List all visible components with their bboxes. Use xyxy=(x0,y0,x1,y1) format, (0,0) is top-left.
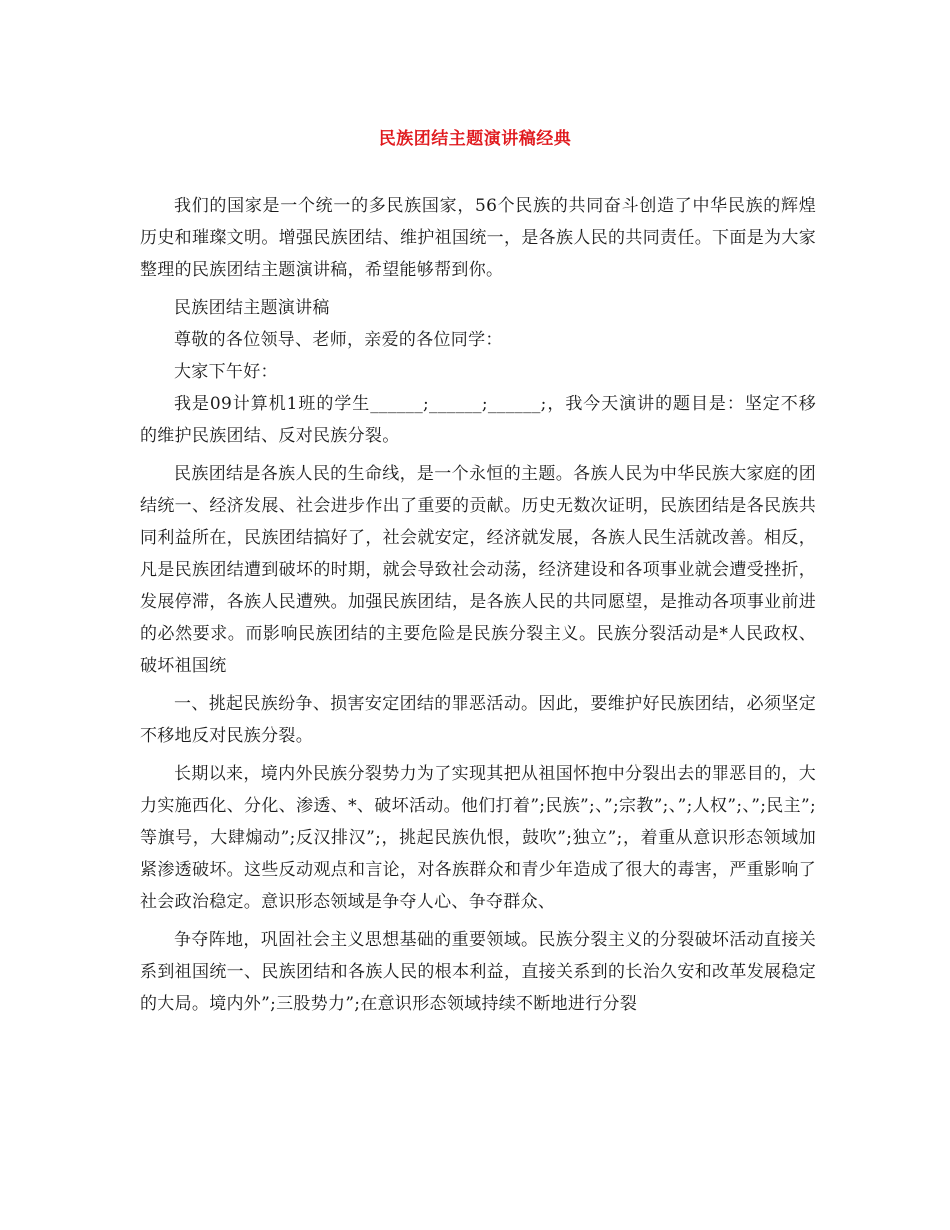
paragraph-salutation: 尊敬的各位领导、老师，亲爱的各位同学： xyxy=(174,330,503,350)
paragraph-oppose-separatism: 一、挑起民族纷争、损害安定团结的罪恶活动。因此，要维护好民族团结，必须坚定不移地反对民族分裂。 xyxy=(140,694,816,746)
document-title: 民族团结主题演讲稿经典 xyxy=(378,129,572,149)
paragraph-greeting: 大家下午好： xyxy=(174,362,278,382)
paragraph-self-intro: 我是09计算机1班的学生______;______;______;，我今天演讲的题目是：坚定不移的维护民族团结、反对民族分裂。 xyxy=(140,394,816,446)
paragraph-ideology: 争夺阵地，巩固社会主义思想基础的重要领域。民族分裂主义的分裂破坏活动直接关系到祖国统一、民族团结和各族人民的根本利益，直接关系到的长治久安和改革发展稳定的大局。境内外”;三股势力”;在意识形态领域持续不断地进行分裂 xyxy=(140,930,816,1014)
paragraph-unity: 民族团结是各族人民的生命线，是一个永恒的主题。各族人民为中华民族大家庭的团结统一、经济发展、社会进步作出了重要的贡献。历史无数次证明，民族团结是各民族共同利益所在，民族团结搞好了，社会就安定，经济就发展，各族人民生活就改善。相反，凡是民族团结遭到破坏的时期，就会导致社会动荡，经济建设和各项事业就会遭受挫折，发展停滞，各族人民遭殃。加强民族团结，是各族人民的共同愿望，是推动各项事业前进的必然要求。而影响民族团结的主要危险是民族分裂主义。民族分裂活动是*人民政权、破坏祖国统 xyxy=(140,464,816,676)
paragraph-intro: 我们的国家是一个统一的多民族国家，56个民族的共同奋斗创造了中华民族的辉煌历史和璀璨文明。增强民族团结、维护祖国统一，是各族人民的共同责任。下面是为大家整理的民族团结主题演讲稿，希望能够帮到你。 xyxy=(140,196,816,280)
paragraph-speech-title: 民族团结主题演讲稿 xyxy=(174,298,330,318)
paragraph-long-term: 长期以来，境内外民族分裂势力为了实现其把从祖国怀抱中分裂出去的罪恶目的，大力实施西化、分化、渗透、*、破坏活动。他们打着”;民族”;、”;宗教”;、”;人权”;、”;民主”;等旗号，大肆煽动”;反汉排汉”;，挑起民族仇恨，鼓吹”;独立”;，着重从意识形态领域加紧渗透破坏。这些反动观点和言论，对各族群众和青少年造成了很大的毒害，严重影响了社会政治稳定。意识形态领域是争夺人心、争夺群众、 xyxy=(140,764,816,912)
document-body xyxy=(140,190,816,1026)
